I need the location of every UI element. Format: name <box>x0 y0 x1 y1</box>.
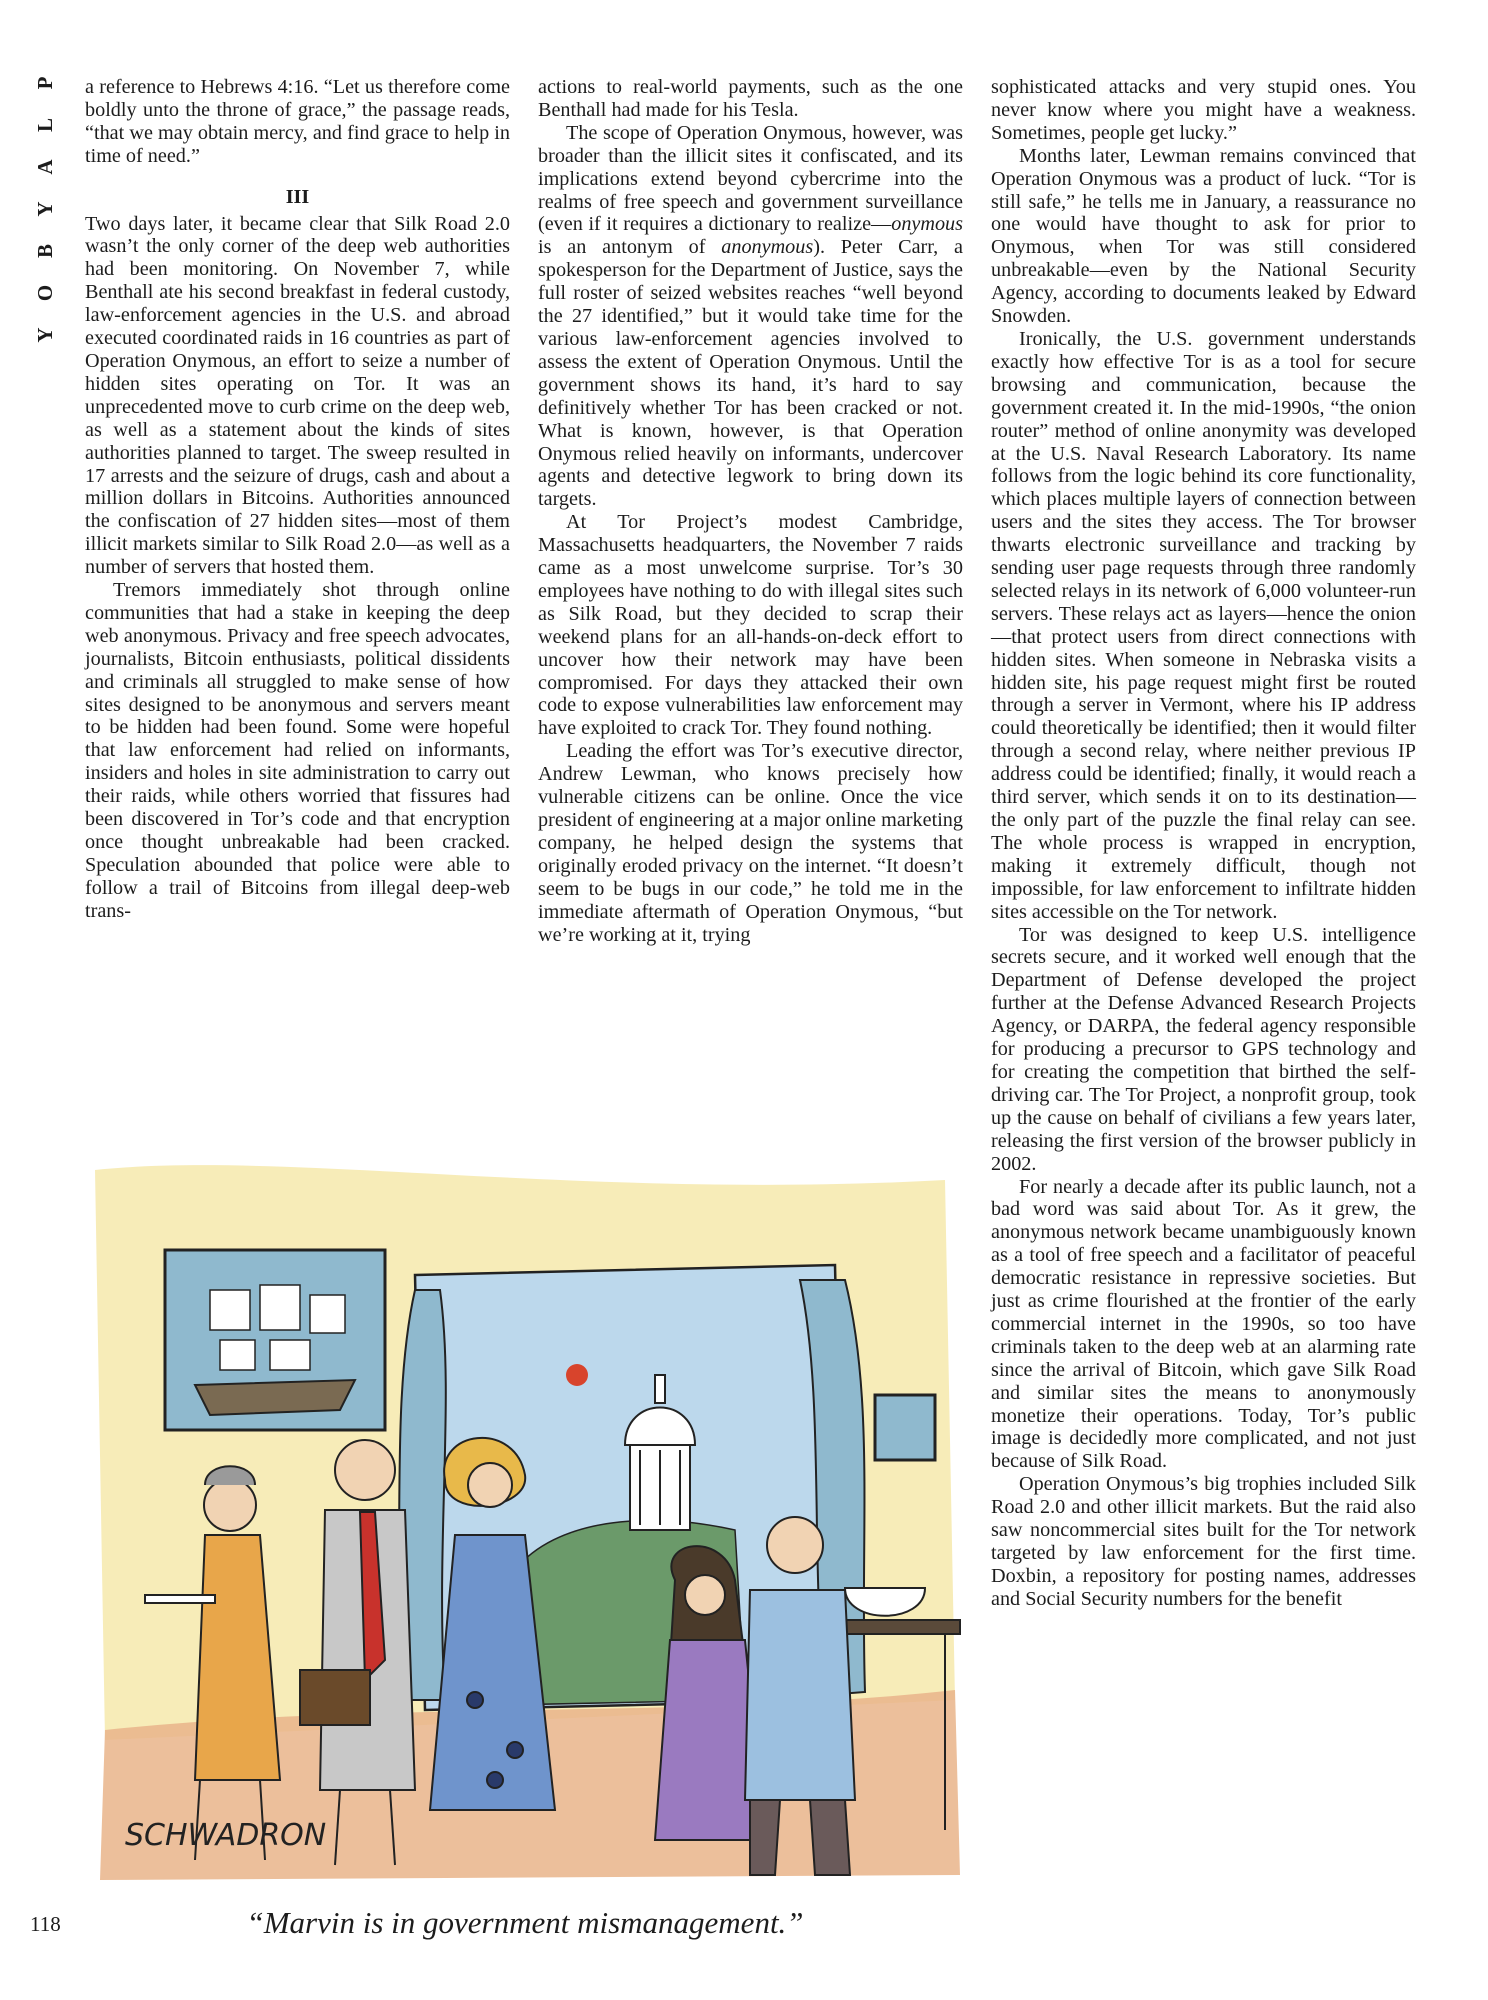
italic-word: onymous <box>891 213 963 236</box>
paragraph: a reference to Hebrews 4:16. “Let us therefore come boldly unto the throne of grace,” the passage reads, “that we may obtain mercy, and find grace to help in time of need.” <box>85 76 510 167</box>
masthead-letter: A <box>33 159 57 175</box>
cartoon-signature: SCHWADRON <box>125 1818 327 1853</box>
paragraph: Ironically, the U.S. government understands exactly how effective Tor is as a tool for secure browsing and communication, because the government created it. In the mid-1990s, “the onion router” method of online anonymity was developed at the U.S. Naval Research Laboratory. Its name follows from the logic behind its core functionality, which places multiple layers of connection between users and the sites they access. The Tor browser thwarts electronic surveillance and tracking by sending user page requests through three randomly selected relays in its network of 6,000 volunteer-run servers. These relays act as layers—hence the onion—that protect users from direct connections with hidden sites. When someone in Nebraska visits a hidden site, his page request might first be routed through a server in Vermont, where his IP address could theoretically be identified; then it would filter through a second relay, where neither previous IP address could be identified; finally, it would reach a third server, which sends it on to its destination—the only part of the puzzle the final relay can see. The whole process is wrapped in encryption, making it extremely difficult, though not impossible, for law enforcement to infiltrate hidden sites accessible on the Tor network. <box>991 327 1416 923</box>
paragraph <box>538 122 963 511</box>
masthead-letter: Y <box>33 327 57 343</box>
paragraph: At Tor Project’s modest Cambridge, Massachusetts headquarters, the November 7 raids came as a most unwelcome surprise. Tor’s 30 employees have nothing to do with illegal sites such as Silk Road, but they decided to scrap their weekend plans for an all-hands-on-deck effort to uncover how their network may have been compromised. For days they attacked their own code to expose vulnerabilities law enforcement may have exploited to crack Tor. They found nothing. <box>538 511 963 740</box>
paragraph: sophisticated attacks and very stupid ones. You never know where you might have a weakness. Sometimes, people get lucky.” <box>991 76 1416 144</box>
masthead-letter: Y <box>33 201 57 217</box>
article-column-1 <box>85 76 510 923</box>
paragraph: Tremors immediately shot through online communities that had a stake in keeping the deep web anonymous. Privacy and free speech advocates, journalists, Bitcoin enthusiasts, political dissidents and criminals all struggled to make sense of how sites designed to be anonymous and servers meant to be hidden had been found. Some were hopeful that law enforcement had relied on informants, insiders and holes in site administration to carry out their raids, while others worried that fissures had been discovered in Tor’s code and that encryption once thought unbreakable had been cracked. Speculation abounded that police were able to follow a trail of Bitcoins from illegal deep-web trans- <box>85 579 510 922</box>
page-number: 118 <box>30 1912 61 1936</box>
paragraph: actions to real-world payments, such as the one Benthall had made for his Tesla. <box>538 76 963 121</box>
cartoon-illustration <box>85 1140 965 1900</box>
cartoon-ship-painting <box>165 1250 385 1430</box>
paragraph: Leading the effort was Tor’s executive director, Andrew Lewman, who knows precisely how vulnerable citizens can be online. Once the vice president of engineering at a major online marketing company, he helped design the systems that originally eroded privacy on the internet. “It doesn’t seem to be bugs in our code,” he told me in the immediate aftermath of Operation Onymous, “but we’re working at it, trying <box>538 740 963 946</box>
masthead <box>32 62 58 356</box>
italic-word: anonymous <box>721 236 814 259</box>
text-run: is an antonym of <box>538 236 722 259</box>
paragraph: For nearly a decade after its public launch, not a bad word was said about Tor. As it grew, the anonymous network became unambiguously known as a tool of free speech and a facilitator of peaceful democratic resistance in repressive societies. But just as crime flourished at the frontier of the early commercial internet in the 1990s, so too have criminals taken to the deep web at an alarming rate since the arrival of Bitcoin, which gave Silk Road and similar sites the means to anonymously monetize their operations. Today, Tor’s public image is decidedly more complicated, and not just because of Silk Road. <box>991 1175 1416 1473</box>
paragraph: Tor was designed to keep U.S. intelligence secrets secure, and it worked well enough that the Department of Defense developed the project further at the Defense Advanced Research Projects Agency, or DARPA, the federal agency responsible for producing a precursor to GPS technology and for creating the competition that birthed the self-driving car. The Tor Project, a nonprofit group, took up the cause on behalf of civilians a few years later, releasing the first version of the browser publicly in 2002. <box>991 923 1416 1175</box>
text-run: The scope of Operation Onymous, however, was broader than the illicit sites it confiscated, and its implications extend beyond cybercrime into the realms of free speech and government surveillance (even if it requires a dictionary to realize— <box>538 121 963 236</box>
masthead-letter: O <box>33 284 57 302</box>
text-run: ). Peter Carr, a spokesperson for the Department of Justice, says the full roster of seized websites reaches “well beyond the 27 identified,” but it would take time for the various law-enforcement agencies involved to assess the extent of Operation Onymous. Until the government shows its hand, it’s hard to say definitively whether Tor has been cracked or not. What is known, however, is that Operation Onymous relied heavily on informants, undercover agents and detective legwork to bring down its targets. <box>538 236 963 511</box>
cartoon-sun <box>566 1364 588 1386</box>
cartoon-caption: “Marvin is in government mismanagement.” <box>246 1905 804 1940</box>
cartoon-small-painting <box>875 1395 935 1460</box>
masthead-letter: P <box>33 76 57 90</box>
section-heading: III <box>285 185 310 208</box>
paragraph: Operation Onymous’s big trophies included Silk Road 2.0 and other illicit markets. But the raid also saw noncommercial sites built for the Tor network targeted by law enforcement for the first time. Doxbin, a repository for posting names, addresses and Social Security numbers for the benefit <box>991 1473 1416 1610</box>
article-column-3 <box>991 76 1416 1611</box>
masthead-letter: B <box>33 244 57 259</box>
masthead-letter: L <box>33 118 57 133</box>
article-column-2 <box>538 76 963 946</box>
paragraph: Two days later, it became clear that Silk Road 2.0 wasn’t the only corner of the deep web authorities had been monitoring. On November 7, while Benthall ate his second breakfast in federal custody, law-enforcement agencies in the U.S. and abroad executed coordinated raids in 16 countries as part of Operation Onymous, an effort to seize a number of hidden sites operating on Tor. It was an unprecedented move to curb crime on the deep web, as well as a statement about the kinds of sites authorities planned to target. The sweep resulted in 17 arrests and the seizure of drugs, cash and about a million dollars in Bitcoins. Authorities announced the confiscation of 27 hidden sites—most of them illicit markets similar to Silk Road 2.0—as well as a number of servers that hosted them. <box>85 212 510 579</box>
paragraph: Months later, Lewman remains convinced that Operation Onymous was a product of luck. “Tor is still safe,” he tells me in January, a reassurance no one would have thought to ask for prior to Onymous, when Tor was still considered unbreakable—even by the National Security Agency, according to documents leaked by Edward Snowden. <box>991 144 1416 328</box>
